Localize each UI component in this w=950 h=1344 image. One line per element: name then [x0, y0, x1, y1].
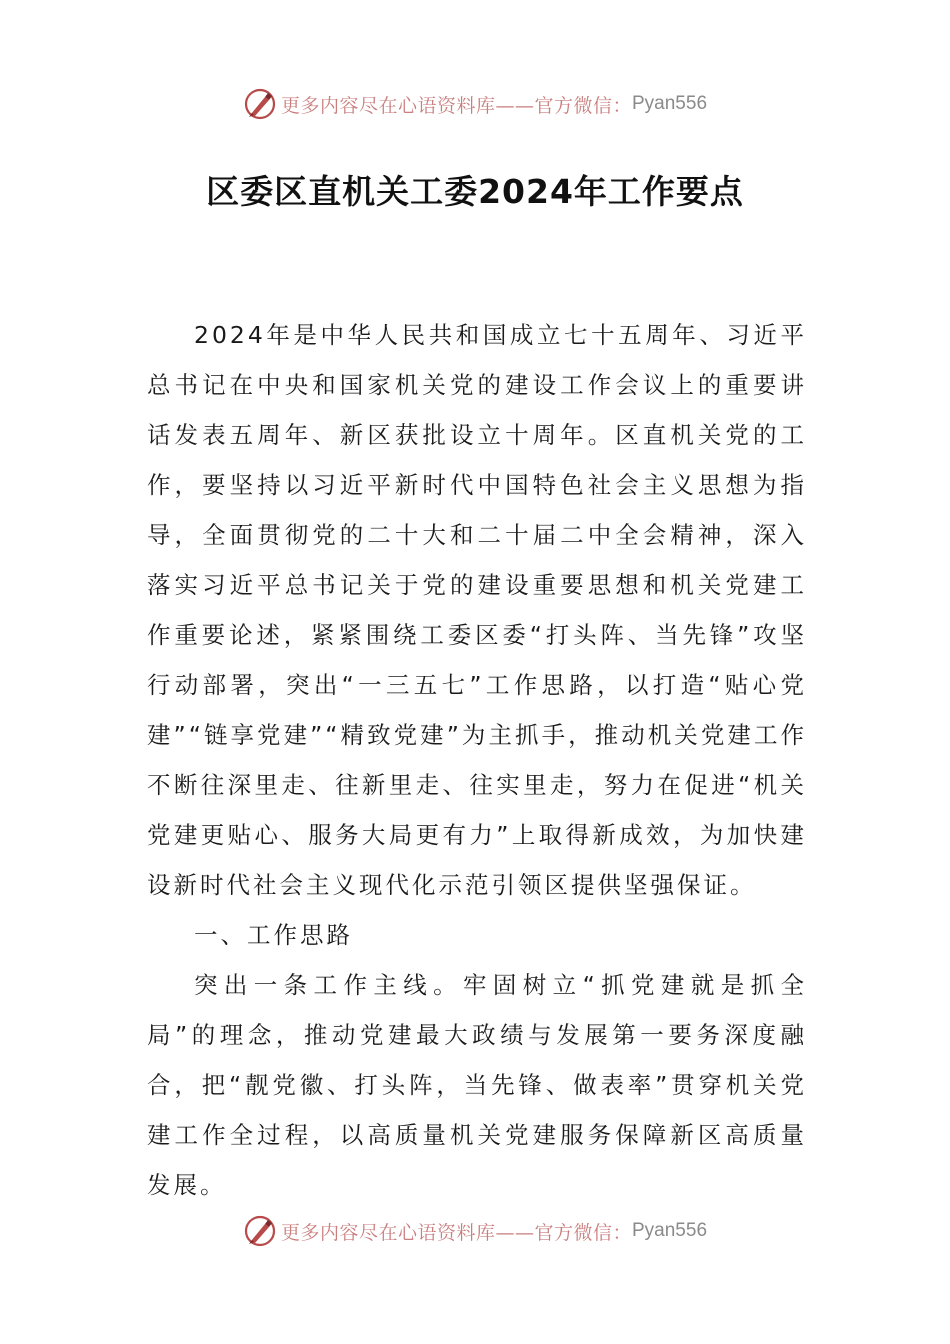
footer-watermark — [0, 1213, 950, 1249]
paragraph-main-line: 突出一条工作主线。牢固树立“抓党建就是抓全局”的理念，推动党建最大政绩与发展第一要务深度融合，把“靓党徽、打头阵，当先锋、做表率”贯穿机关党建工作全过程，以高质量机关党建服务保障新区高质量发展。 — [147, 971, 807, 1199]
pen-logo-icon — [243, 1214, 277, 1248]
pen-logo-icon — [243, 87, 277, 121]
watermark-wechat-id: Pyan556 — [632, 1220, 708, 1241]
watermark-wechat-id: Pyan556 — [632, 93, 708, 114]
watermark-text: 更多内容尽在心语资料库——官方微信： — [280, 1221, 632, 1244]
header-watermark — [0, 86, 950, 122]
document-body — [147, 310, 807, 1210]
watermark-text: 更多内容尽在心语资料库——官方微信： — [280, 94, 632, 117]
section-heading: 一、工作思路 — [194, 921, 353, 949]
paragraph-intro: 2024年是中华人民共和国成立七十五周年、习近平总书记在中央和国家机关党的建设工作会议上的重要讲话发表五周年、新区获批设立十周年。区直机关党的工作，要坚持以习近平新时代中国特色社会主义思想为指导，全面贯彻党的二十大和二十届二中全会精神，深入落实习近平总书记关于党的建设重要思想和机关党建工作重要论述，紧紧围绕工委区委“打头阵、当先锋”攻坚行动部署，突出“一三五七”工作思路，以打造“贴心党建”“链享党建”“精致党建”为主抓手，推动机关党建工作不断往深里走、往新里走、往实里走，努力在促进“机关党建更贴心、服务大局更有力”上取得新成效，为加快建设新时代社会主义现代化示范引领区提供坚强保证。 — [147, 321, 807, 899]
document-title: 区委区直机关工委2024年工作要点 — [206, 172, 744, 211]
